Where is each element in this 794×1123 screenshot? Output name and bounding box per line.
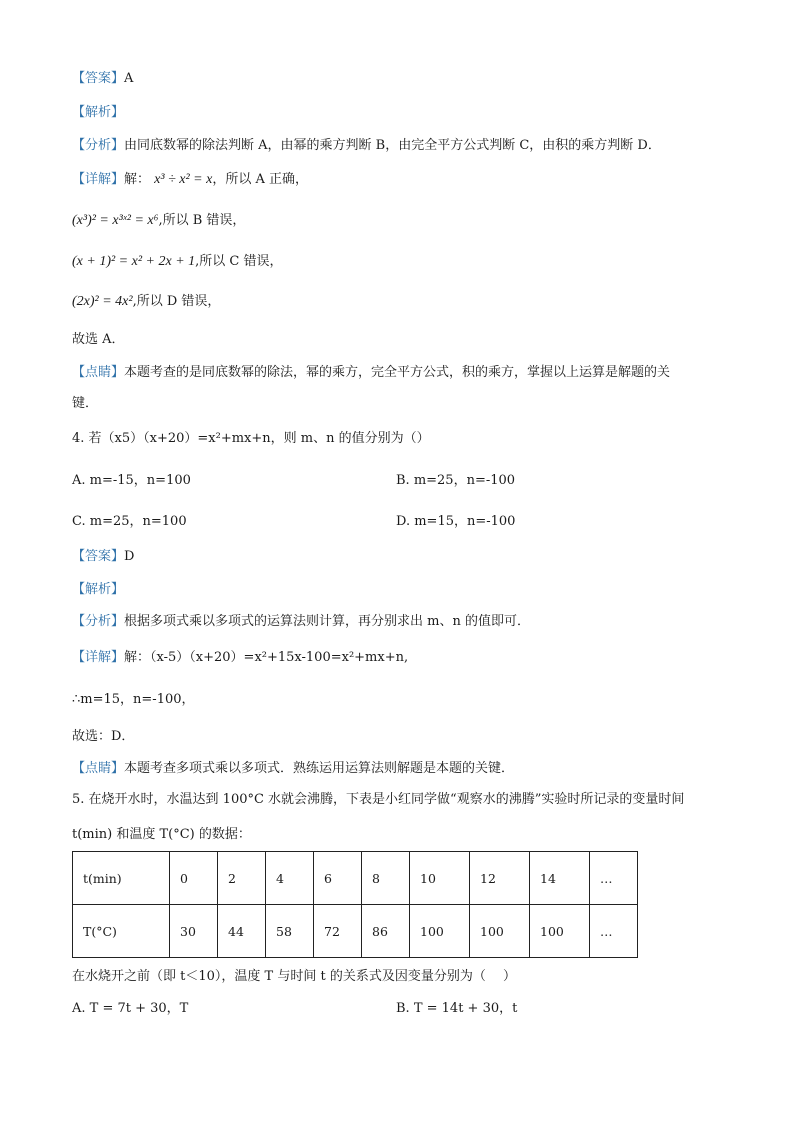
detail-text: 解： bbox=[124, 172, 151, 187]
detail-tag: 【详解】 bbox=[72, 172, 125, 187]
q4-analysis-tag bbox=[72, 578, 124, 597]
table-cell: 72 bbox=[314, 905, 362, 958]
fenxi-tag: 【分析】 bbox=[72, 614, 125, 629]
table-cell: 100 bbox=[410, 905, 470, 958]
answer-value: D bbox=[124, 549, 135, 564]
answer-value: A bbox=[124, 71, 134, 86]
fenxi-text: 由同底数幂的除法判断 A，由幂的乘方判断 B，由完全平方公式判断 C，由积的乘方判断 D． bbox=[124, 138, 661, 153]
q4-stem: 4. 若（x5）（x+20）=x²+mx+n，则 m、n 的值分别为（） bbox=[72, 431, 430, 446]
table-cell: 86 bbox=[362, 905, 410, 958]
q3-detail-line-3 bbox=[72, 250, 283, 270]
q4-fenxi bbox=[72, 610, 530, 629]
fenxi-text: 根据多项式乘以多项式的运算法则计算，再分别求出 m、n 的值即可． bbox=[124, 614, 530, 629]
table-cell: 12 bbox=[470, 852, 530, 905]
answer-tag: 【答案】 bbox=[72, 549, 125, 564]
q4-option-d: D. m=15，n=-100 bbox=[396, 514, 516, 529]
q4-choose: 故选：D． bbox=[72, 729, 135, 744]
table-row bbox=[73, 905, 638, 958]
table-cell: 10 bbox=[410, 852, 470, 905]
q4-option-c: C. m=25，n=100 bbox=[72, 514, 187, 529]
q3-comment-line-1 bbox=[72, 361, 670, 380]
comment-tag: 【点睛】 bbox=[72, 761, 125, 776]
table-cell: 6 bbox=[314, 852, 362, 905]
table-cell: 100 bbox=[530, 905, 590, 958]
math-expression: (2x)² = 4x² bbox=[72, 294, 133, 309]
q4-detail-line-2: ∴m=15，n=-100， bbox=[72, 692, 195, 707]
comment-text: 本题考查多项式乘以多项式．熟练运用运算法则解题是本题的关键． bbox=[124, 761, 515, 776]
table-cell: … bbox=[590, 852, 638, 905]
table-cell: 58 bbox=[266, 905, 314, 958]
table-cell: 44 bbox=[218, 905, 266, 958]
table-cell: T(°C) bbox=[73, 905, 170, 958]
table-cell: t(min) bbox=[73, 852, 170, 905]
table-row bbox=[73, 852, 638, 905]
q3-comment-line-2: 键． bbox=[72, 396, 99, 411]
q3-detail-line-2 bbox=[72, 209, 245, 229]
answer-tag: 【答案】 bbox=[72, 71, 125, 86]
q4-detail-line-1 bbox=[72, 646, 408, 665]
q4-answer bbox=[72, 545, 134, 564]
detail-tag: 【详解】 bbox=[72, 650, 125, 665]
q5-stem-line-1: 5. 在烧开水时，水温达到 100°C 水就会沸腾，下表是小红同学做“观察水的沸腾”实验时所记录的变量时间 bbox=[72, 792, 685, 807]
q4-comment bbox=[72, 757, 514, 776]
analysis-tag: 【解析】 bbox=[72, 582, 125, 597]
q5-option-b: B. T = 14t + 30，t bbox=[396, 1001, 518, 1016]
q3-detail-line-4 bbox=[72, 290, 220, 310]
detail-text: ，所以 A 正确， bbox=[212, 172, 308, 187]
q3-choose: 故选 A． bbox=[72, 332, 125, 347]
analysis-tag: 【解析】 bbox=[72, 105, 125, 120]
math-expression: x³ ÷ x² = x bbox=[154, 172, 213, 187]
table-cell: 100 bbox=[470, 905, 530, 958]
detail-text: 解：（x-5）（x+20）=x²+15x-100=x²+mx+n, bbox=[124, 650, 409, 665]
q3-fenxi bbox=[72, 134, 661, 153]
table-cell: … bbox=[590, 905, 638, 958]
q5-stem-line-2: t(min) 和温度 T(°C) 的数据： bbox=[72, 827, 251, 842]
detail-text: ,所以 B 错误， bbox=[158, 213, 246, 228]
comment-tag: 【点睛】 bbox=[72, 365, 125, 380]
table-cell: 14 bbox=[530, 852, 590, 905]
q4-option-a: A. m=-15，n=100 bbox=[72, 473, 191, 488]
table-cell: 2 bbox=[218, 852, 266, 905]
q3-detail-line-1 bbox=[72, 168, 308, 188]
detail-text: ,所以 D 错误， bbox=[132, 294, 221, 309]
table-cell: 4 bbox=[266, 852, 314, 905]
q5-option-a: A. T = 7t + 30，T bbox=[72, 1001, 189, 1016]
math-expression: (x³)² = x³ˣ² = x⁶ bbox=[72, 213, 159, 228]
table-cell: 30 bbox=[170, 905, 218, 958]
q3-analysis-tag bbox=[72, 101, 124, 120]
q5-question: 在水烧开之前（即 t＜10），温度 T 与时间 t 的关系式及因变量分别为（ ） bbox=[72, 969, 516, 984]
detail-text: ,所以 C 错误， bbox=[195, 254, 283, 269]
q4-option-b: B. m=25，n=-100 bbox=[396, 473, 516, 488]
math-expression: (x + 1)² = x² + 2x + 1 bbox=[72, 254, 196, 269]
table-cell: 0 bbox=[170, 852, 218, 905]
q3-answer bbox=[72, 67, 133, 86]
comment-text: 本题考查的是同底数幂的除法，幂的乘方，完全平方公式，积的乘方，掌握以上运算是解题的关 bbox=[124, 365, 671, 380]
fenxi-tag: 【分析】 bbox=[72, 138, 125, 153]
data-table bbox=[72, 851, 638, 958]
table-cell: 8 bbox=[362, 852, 410, 905]
